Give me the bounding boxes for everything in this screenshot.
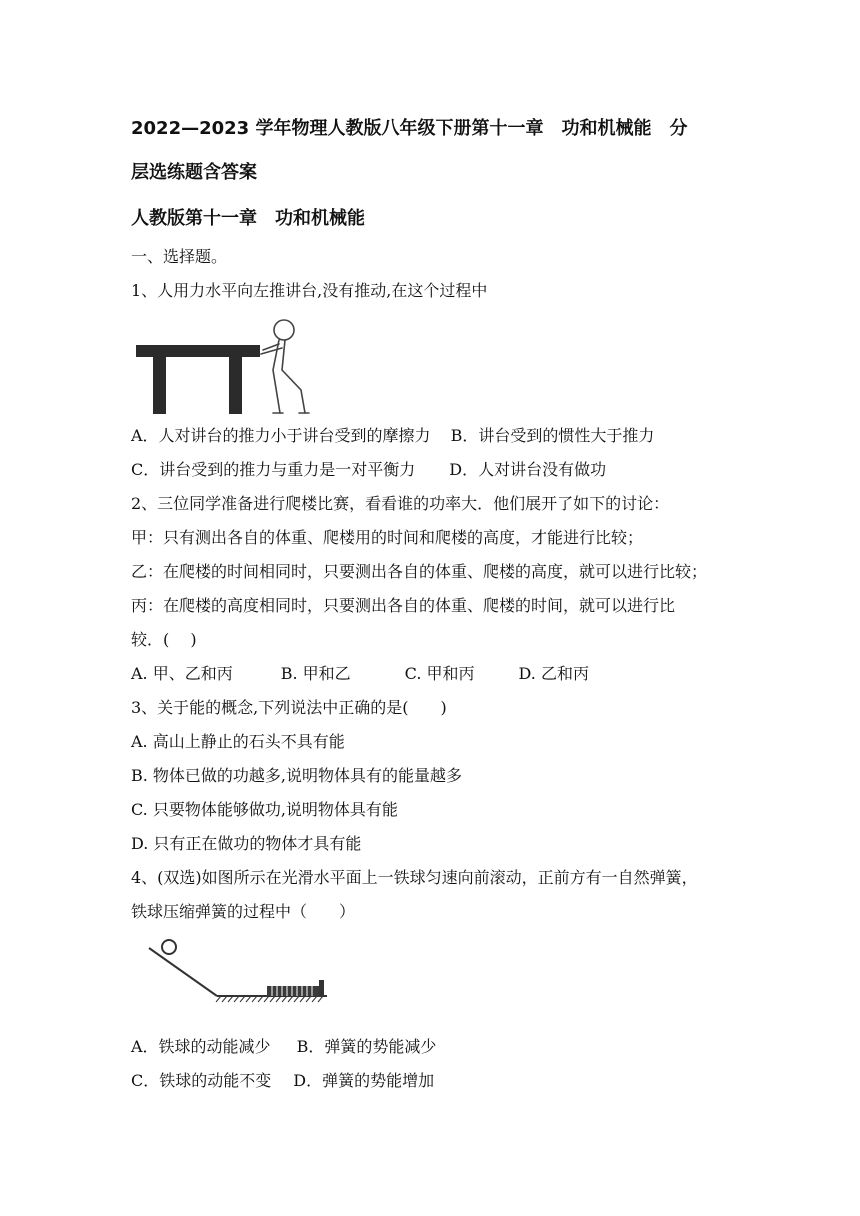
q4-option-a: A．铁球的动能减少 xyxy=(131,1037,271,1056)
q3-option-c: C. 只要物体能够做功,说明物体具有能 xyxy=(131,800,398,819)
q1-stem: 1、人用力水平向左推讲台,没有推动,在这个过程中 xyxy=(131,281,488,300)
q4-option-d: D．弹簧的势能增加 xyxy=(293,1071,435,1090)
q2-statement-yi: 乙：在爬楼的时间相同时，只要测出各自的体重、爬楼的高度，就可以进行比较； xyxy=(131,562,708,581)
q1-options-ab xyxy=(131,425,654,447)
q4-stem-line1: 4、(双选)如图所示在光滑水平面上一铁球匀速向前滚动，正前方有一自然弹簧， xyxy=(131,868,698,887)
doc-subtitle: 人教版第十一章 功和机械能 xyxy=(131,208,365,229)
q2-options xyxy=(131,663,589,685)
q2-statement-bing-1: 丙：在爬楼的高度相同时，只要测出各自的体重、爬楼的时间，就可以进行比 xyxy=(131,596,676,615)
q2-option-d: D. 乙和丙 xyxy=(518,664,589,683)
doc-title-line2: 层选练题含答案 xyxy=(131,162,257,183)
q4-options-ab xyxy=(131,1036,436,1058)
q3-option-b: B. 物体已做的功越多,说明物体具有的能量越多 xyxy=(131,766,463,785)
q4-options-cd xyxy=(131,1070,434,1092)
ball-ramp-spring-figure xyxy=(145,938,330,1004)
q2-option-b: B. 甲和乙 xyxy=(280,664,351,683)
section-heading: 一、选择题。 xyxy=(131,247,228,266)
q1-option-c: C．讲台受到的推力与重力是一对平衡力 xyxy=(131,460,416,479)
q3-option-a: A. 高山上静止的石头不具有能 xyxy=(131,732,345,751)
q2-statement-bing-2: 较．( ) xyxy=(131,630,197,649)
q1-option-b: B．讲台受到的惯性大于推力 xyxy=(450,426,655,445)
q4-option-b: B．弹簧的势能减少 xyxy=(296,1037,437,1056)
q2-statement-jia: 甲：只有测出各自的体重、爬楼用的时间和爬楼的高度，才能进行比较； xyxy=(131,528,644,547)
q2-option-a: A. 甲、乙和丙 xyxy=(131,664,233,683)
doc-title-line1: 2022—2023 学年物理人教版八年级下册第十一章 功和机械能 分 xyxy=(131,118,688,139)
q4-stem-line2: 铁球压缩弹簧的过程中（ ） xyxy=(131,902,356,921)
q1-option-a: A．人对讲台的推力小于讲台受到的摩擦力 xyxy=(131,426,431,445)
q1-options-cd xyxy=(131,459,606,481)
q2-option-c: C. 甲和丙 xyxy=(404,664,475,683)
q1-option-d: D．人对讲台没有做功 xyxy=(449,460,607,479)
q3-option-d: D. 只有正在做功的物体才具有能 xyxy=(131,834,362,853)
q3-stem: 3、关于能的概念,下列说法中正确的是( ) xyxy=(131,698,447,717)
q2-stem: 2、三位同学准备进行爬楼比赛，看看谁的功率大．他们展开了如下的讨论： xyxy=(131,494,670,513)
q4-option-c: C．铁球的动能不变 xyxy=(131,1071,272,1090)
person-pushing-desk-figure xyxy=(133,318,333,416)
